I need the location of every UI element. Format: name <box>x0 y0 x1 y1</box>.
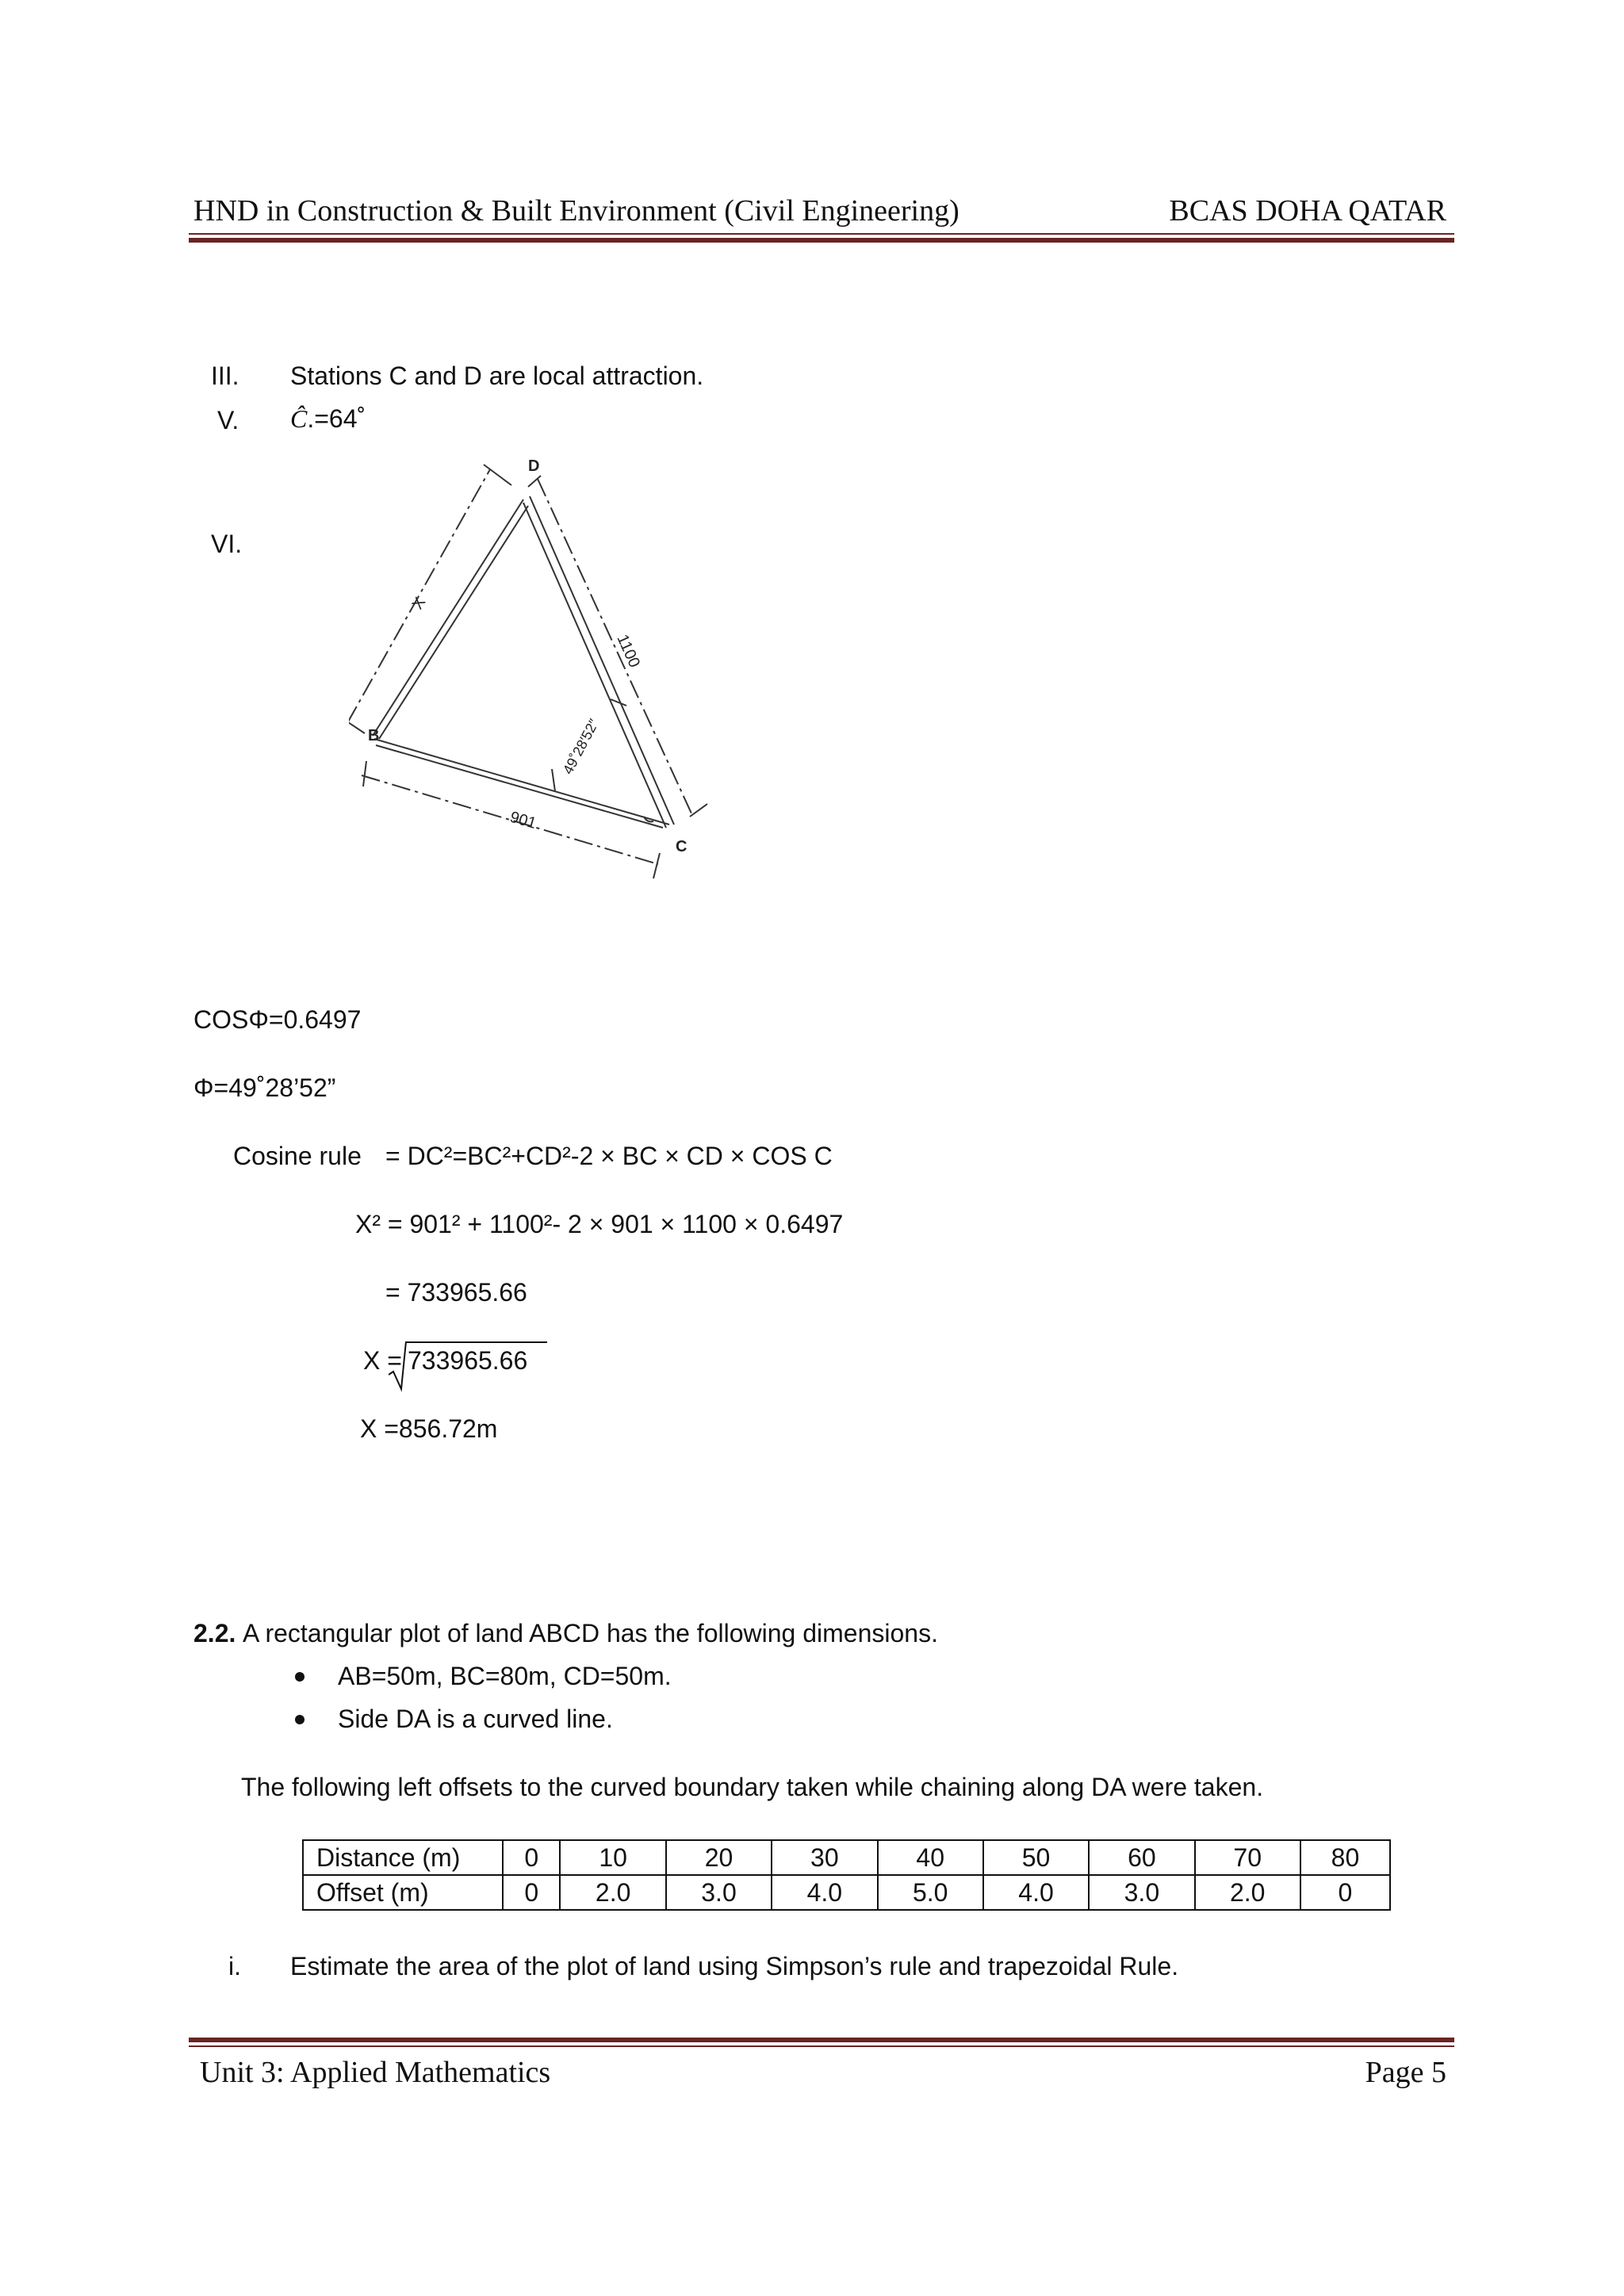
table-cell: 3.0 <box>666 1875 772 1910</box>
footer-rule-thin <box>189 2045 1454 2047</box>
side-dc <box>530 496 674 825</box>
cosine-rule-equation: = DC²=BC²+CD²-2 × BC × CD × COS C <box>385 1142 833 1170</box>
table-cell: 50 <box>983 1840 1089 1875</box>
footer-page-number: Page 5 <box>1365 2056 1446 2089</box>
table-cell: 4.0 <box>983 1875 1089 1910</box>
bullet-dot-1 <box>295 1672 304 1682</box>
table-cell: 80 <box>1300 1840 1390 1875</box>
answer-iii-text: Stations C and D are local attraction. <box>290 362 704 390</box>
side-bd-inner <box>379 506 528 739</box>
table-cell: 0 <box>503 1840 560 1875</box>
sub-question-text: Estimate the area of the plot of land using Simpson’s rule and trapezoidal Rule. <box>290 1952 1179 1980</box>
header-institution: BCAS DOHA QATAR <box>1169 194 1446 228</box>
phi-line: Φ=49˚28’52” <box>193 1073 336 1102</box>
label-1100: 1100 <box>613 632 644 671</box>
table-cell: 5.0 <box>878 1875 983 1910</box>
triangle-diagram <box>349 444 730 888</box>
answer-iii-label: III. <box>211 362 239 390</box>
offset-header: Offset (m) <box>303 1875 503 1910</box>
table-cell: 0 <box>503 1875 560 1910</box>
label-x: X <box>408 594 430 613</box>
dim-line-1100 <box>538 479 691 813</box>
offsets-table <box>302 1839 1391 1911</box>
x-squared-value: = 733965.66 <box>385 1278 527 1307</box>
footer-unit: Unit 3: Applied Mathematics <box>200 2056 551 2089</box>
offsets-intro: The following left offsets to the curved boundary taken while chaining along DA were taken. <box>241 1773 1264 1801</box>
table-cell: 40 <box>878 1840 983 1875</box>
footer-rule-thick <box>189 2038 1454 2042</box>
table-cell: 0 <box>1300 1875 1390 1910</box>
table-row <box>303 1840 1390 1875</box>
question-number: 2.2. <box>193 1619 236 1647</box>
x-prefix: X = <box>363 1346 402 1375</box>
label-b: B <box>368 727 380 744</box>
x-result: X =856.72m <box>360 1414 498 1443</box>
table-cell: 3.0 <box>1089 1875 1194 1910</box>
side-bd <box>373 499 523 736</box>
table-cell: 30 <box>772 1840 877 1875</box>
header-rule-thin <box>189 233 1454 235</box>
label-angle: 49˚28′52″ <box>559 716 603 777</box>
table-cell: 4.0 <box>772 1875 877 1910</box>
distance-header: Distance (m) <box>303 1840 503 1875</box>
sqrt-symbol <box>389 1340 409 1392</box>
header-title: HND in Construction & Built Environment (Civil Engineering) <box>193 194 959 228</box>
table-cell: 60 <box>1089 1840 1194 1875</box>
question-intro: A rectangular plot of land ABCD has the following dimensions. <box>243 1619 938 1647</box>
header-rule-thick <box>189 238 1454 243</box>
table-cell: 2.0 <box>1195 1875 1300 1910</box>
table-cell: 2.0 <box>560 1875 665 1910</box>
table-cell: 20 <box>666 1840 772 1875</box>
label-c: C <box>676 838 688 855</box>
table-cell: 10 <box>560 1840 665 1875</box>
cosine-rule-label: Cosine rule <box>233 1142 362 1170</box>
answer-vi-label: VI. <box>211 530 243 558</box>
cos-phi-line: COSΦ=0.6497 <box>193 1005 362 1034</box>
label-901: 901 <box>508 808 538 833</box>
angle-c-symbol: Ĉ <box>290 404 308 433</box>
x-radicand: 733965.66 <box>408 1346 528 1375</box>
table-row <box>303 1875 1390 1910</box>
answer-v <box>290 404 366 434</box>
answer-v-label: V. <box>217 406 239 434</box>
angle-c-value: .=64˚ <box>307 404 366 433</box>
dim-line-x <box>349 469 490 723</box>
side-dc-inner <box>523 503 666 828</box>
bullet-text-1: AB=50m, BC=80m, CD=50m. <box>338 1662 672 1690</box>
x-squared-equation: X² = 901² + 1100²- 2 × 901 × 1100 × 0.6497 <box>355 1210 844 1238</box>
sub-question-label: i. <box>228 1952 241 1980</box>
table-cell: 70 <box>1195 1840 1300 1875</box>
sqrt-overline <box>406 1341 547 1343</box>
bullet-text-2: Side DA is a curved line. <box>338 1705 613 1733</box>
bullet-dot-2 <box>295 1715 304 1724</box>
label-d: D <box>528 457 540 475</box>
